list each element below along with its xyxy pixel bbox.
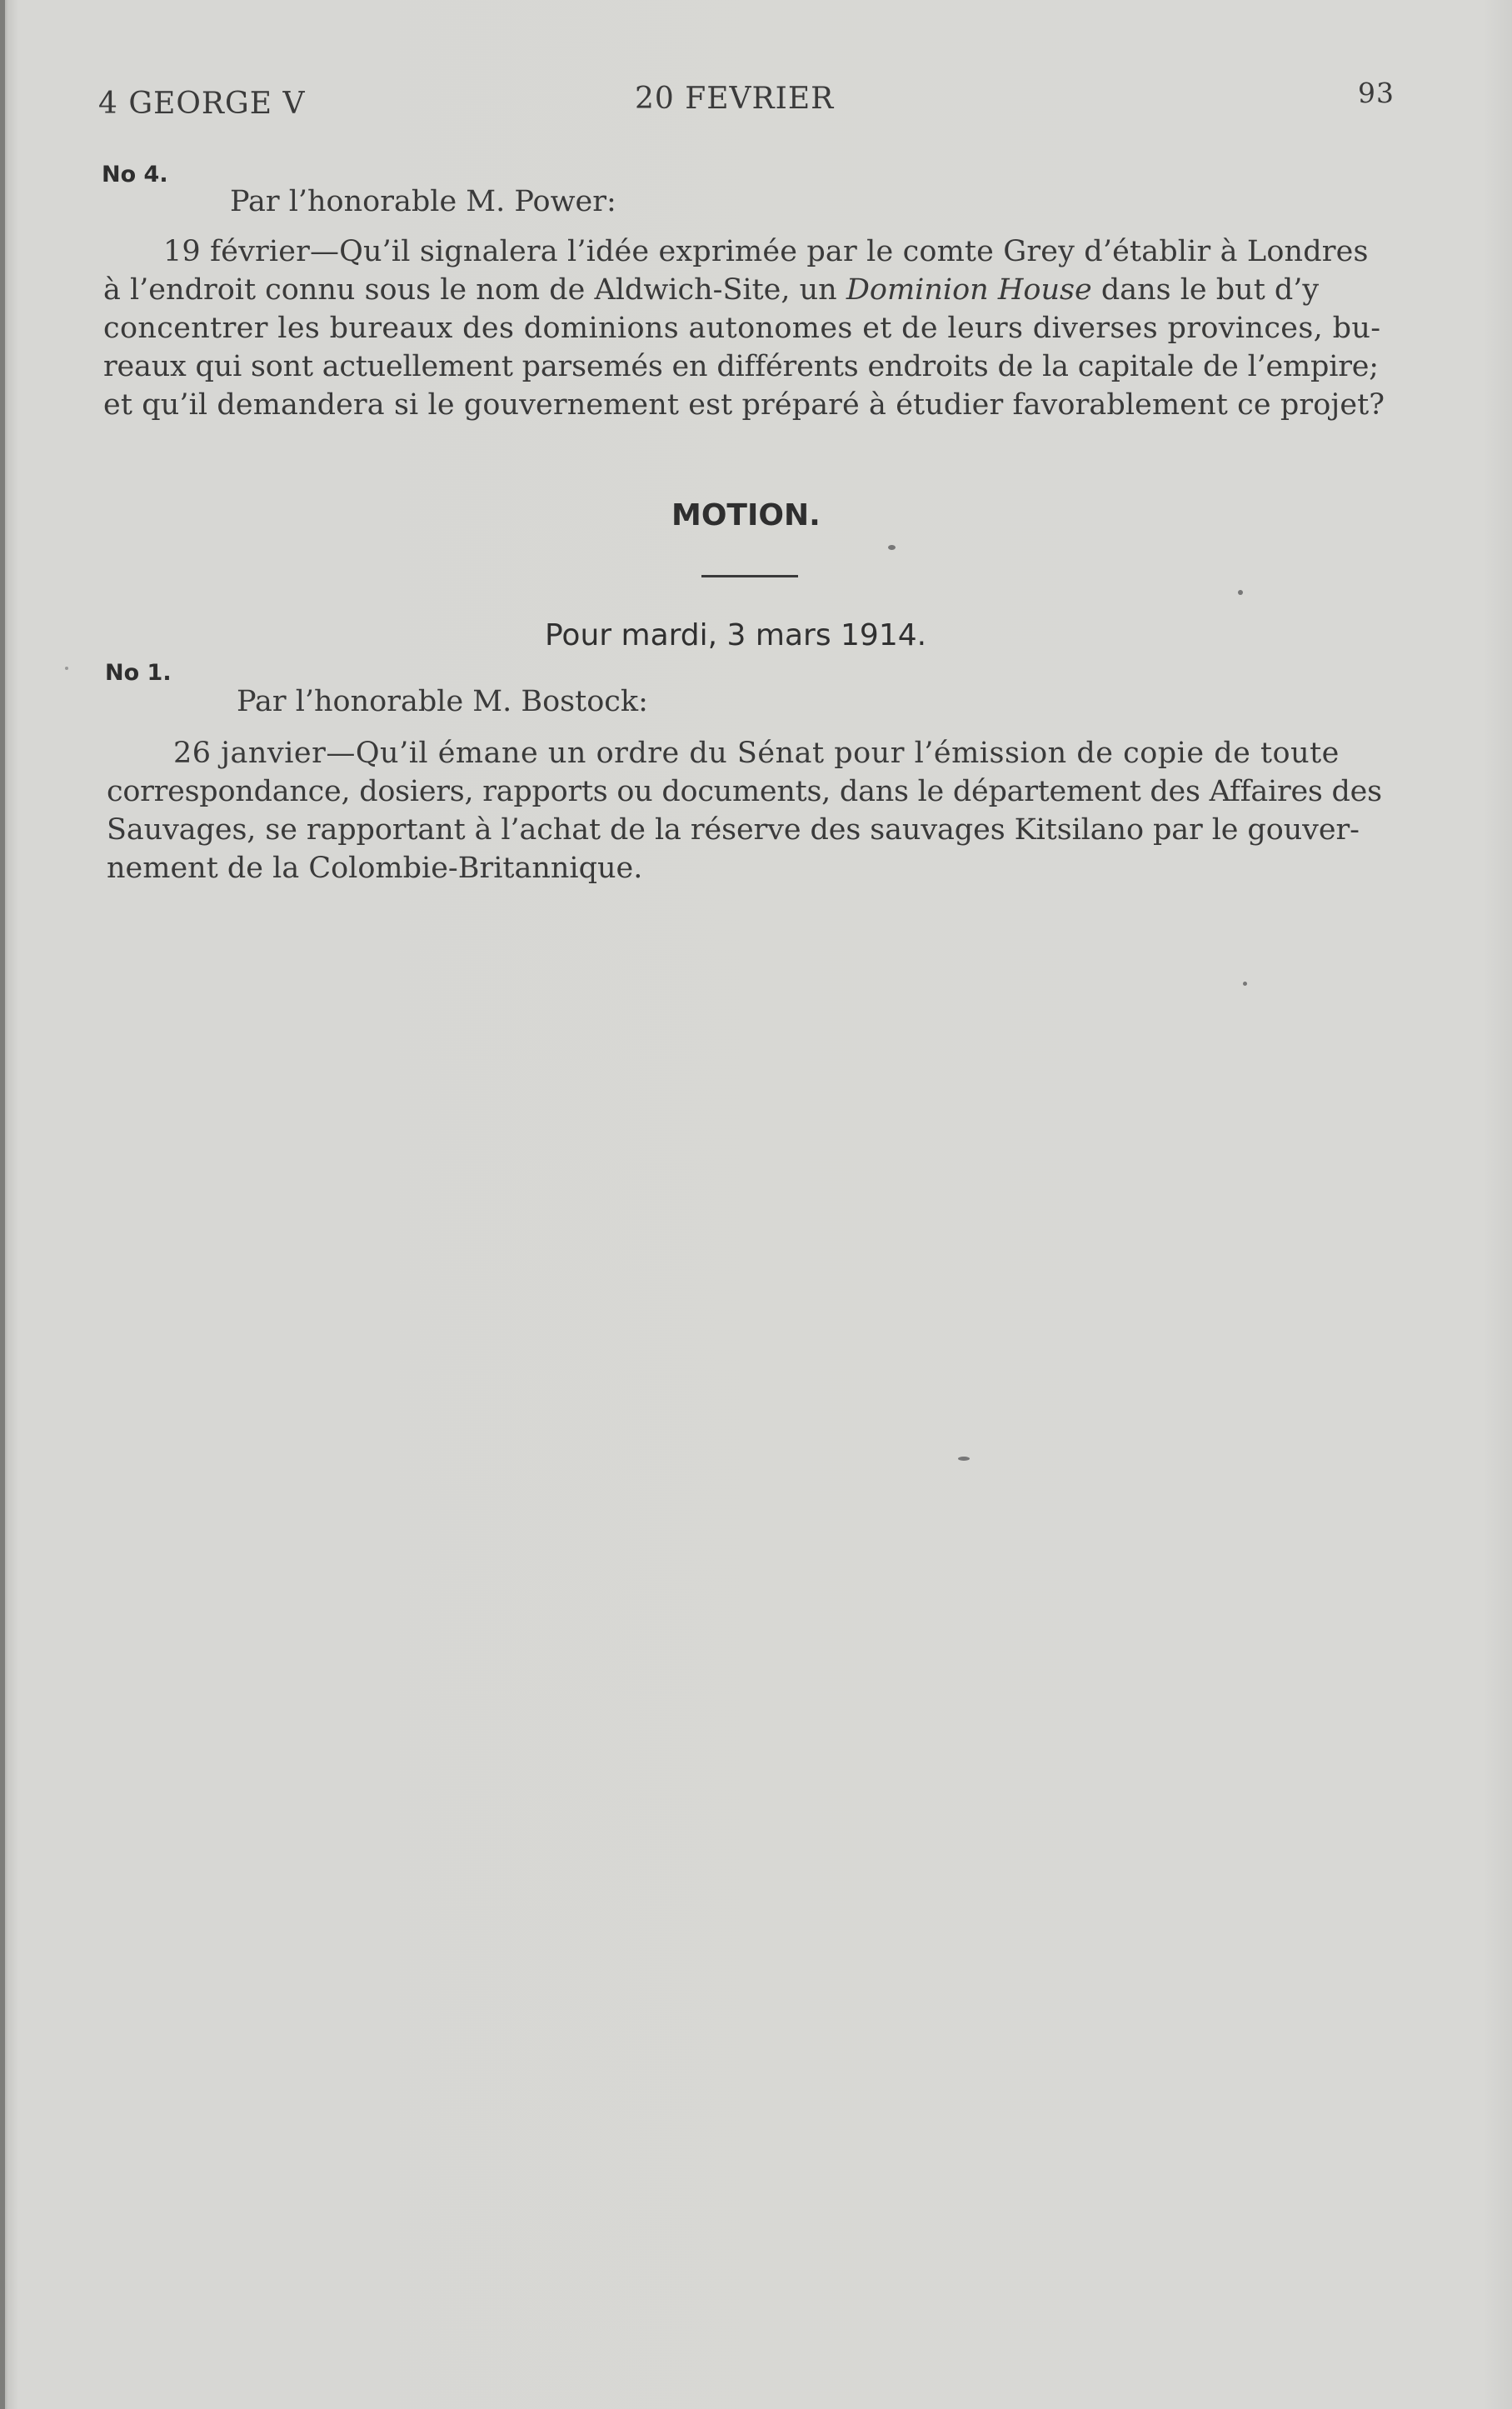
scan-speck [1243,982,1247,986]
item-number: No 4. [102,162,168,187]
item-number: No 1. [105,660,172,686]
scan-speck [65,667,68,670]
paragraph-line: 19 février—Qu’il signalera l’idée exprimée par le comte Grey d’établir à Londres [163,235,1369,268]
paragraph-line: et qu’il demandera si le gouvernement est préparé à étudier favorablement ce projet? [103,388,1385,422]
item-mover: Par l’honorable M. Bostock: [237,685,648,718]
scan-speck [1238,590,1243,595]
paragraph-line: concentrer les bureaux des dominions autonomes et de leurs diverses provinces, bu- [103,312,1381,345]
paragraph-line: 26 janvier—Qu’il émane un ordre du Sénat pour l’émission de copie de toute [173,737,1340,770]
page-number: 93 [1358,77,1395,109]
section-rule [701,575,798,577]
paragraph-line [103,273,1319,307]
scan-speck [958,1457,970,1461]
paragraph-line: reaux qui sont actuellement parsemés en différents endroits de la capitale de l’empire; [103,350,1379,383]
page-spine-shadow [0,0,5,2409]
section-title: MOTION. [671,498,821,532]
paragraph-line: nement de la Colombie-Britannique. [107,852,643,885]
running-header-center: 20 FEVRIER [635,82,835,116]
scan-speck [888,545,896,550]
running-header-left: 4 GEORGE V [98,87,306,121]
paragraph-line-spacer [1092,273,1101,307]
paragraph-line-text: à l’endroit connu sous le nom de Aldwich-Site, un [103,273,846,307]
paragraph-line-text: dans le but d’y [1100,273,1320,307]
item-mover: Par l’honorable M. Power: [230,185,616,218]
paragraph-line: correspondance, dosiers, rapports ou documents, dans le département des Affaires des [107,775,1382,808]
paragraph-line: Sauvages, se rapportant à l’achat de la réserve des sauvages Kitsilano par le gouver- [107,813,1360,847]
date-heading: Pour mardi, 3 mars 1914. [545,618,927,652]
italic-phrase: Dominion House [846,273,1092,307]
